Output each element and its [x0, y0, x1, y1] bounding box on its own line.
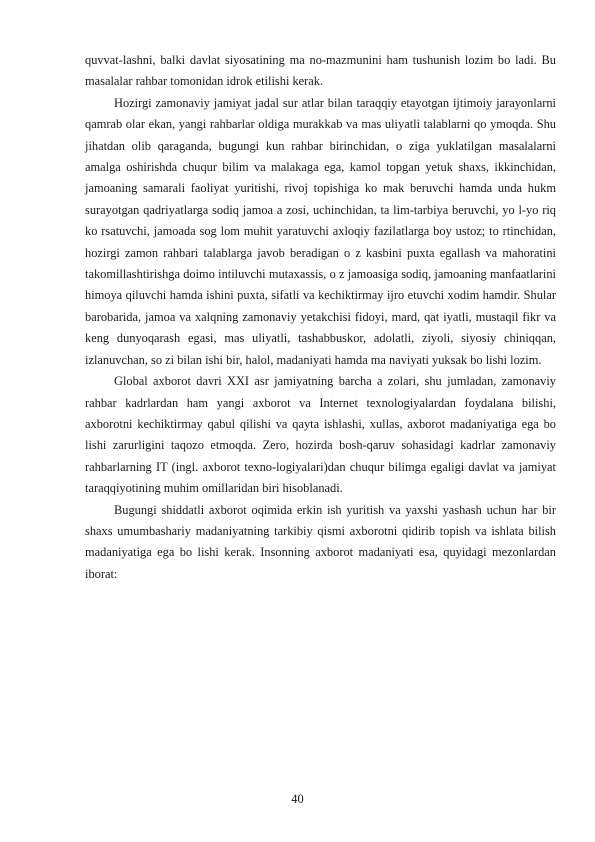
paragraph-4: Bugungi shiddatli axborot oqimida erkin ish yuritish va yaxshi yashash uchun har bir shaxs umumbashariy madaniyatning tarkibiy qismi axborotni qidirib topish va ishlata bilish madaniyatiga ega bo lishi kerak. Insonning axborot madaniyati esa, quyidagi mezonlardan iborat: [85, 502, 556, 581]
page-number: 40 [291, 792, 304, 806]
paragraph-2: Hozirgi zamonaviy jamiyat jadal sur atlar bilan taraqqiy etayotgan ijtimoiy jarayonlarni qamrab olar ekan, yangi rahbarlar oldiga murakkab va mas uliyatli talablarni qo ymoqda. Shu jihatdan olib qaraganda, bugungi kun rahbar birinchidan, o ziga yuklatilgan masalalarni amalga oshirishda chuqur bilim va malakaga ega, kamol topgan yetuk shaxs, ikkinchidan, jamoaning samarali faoliyat yuritishi, rivoj topishiga ko mak beruvchi hamda unda hukm surayotgan qadriyatlarga sodiq jamoa a zosi, uchinchidan, ta lim-tarbiya beruvchi, yo l-yo riq ko rsatuvchi, jamoada sog lom muhit yaratuvchi axloqiy fazilatlarga boy ustoz; to rtinchidan, hozirgi zamon rahbari talablarga javob beradigan o z kasbini puxta egallash va mahoratini takomillashtirishga doimo intiluvchi mutaxassis, o z jamoasiga sodiq, jamoaning manfaatlarini himoya qiluvchi hamda ishini puxta, sifatli va kechiktirmay ijro etuvchi xodim hamdir. Shular barobarida, jamoa va xalqning zamonaviy yetakchisi fidoyi, mard, qat iyatli, mustaqil fikr va keng dunyoqarash egasi, mas uliyatli, tashabbuskor, adolatli, ziyoli, siyosiy chiniqqan, izlanuvchan, so zi bilan ishi bir, halol, madaniyati hamda ma naviyati yuksak bo lishi lozim. [85, 95, 556, 367]
document-body [85, 50, 556, 585]
paragraph-1: quvvat-lashni, balki davlat siyosatining ma no-mazmunini ham tushunish lozim bo ladi. Bu masalalar rahbar tomonidan idrok etilishi kerak. [85, 53, 556, 89]
paragraph-3: Global axborot davri XXI asr jamiyatning barcha a zolari, shu jumladan, zamonaviy rahbar kadrlardan ham yangi axborot va Internet texnologiyalardan foydalana bilishi, axborotni kechiktirmay qabul qilishi va qayta ishlashi, xullas, axborot madaniyatiga ega bo lishi zarurligini taqozo etmoqda. Zero, hozirda bosh-qaruv sohasidagi kadrlar zamonaviy rahbarlarning IT (ingl. axborot texno-logiyalari)dan chuqur bilimga egaligi davlat va jamiyat taraqqiyotining muhim omillaridan biri hisoblanadi. [85, 374, 556, 496]
